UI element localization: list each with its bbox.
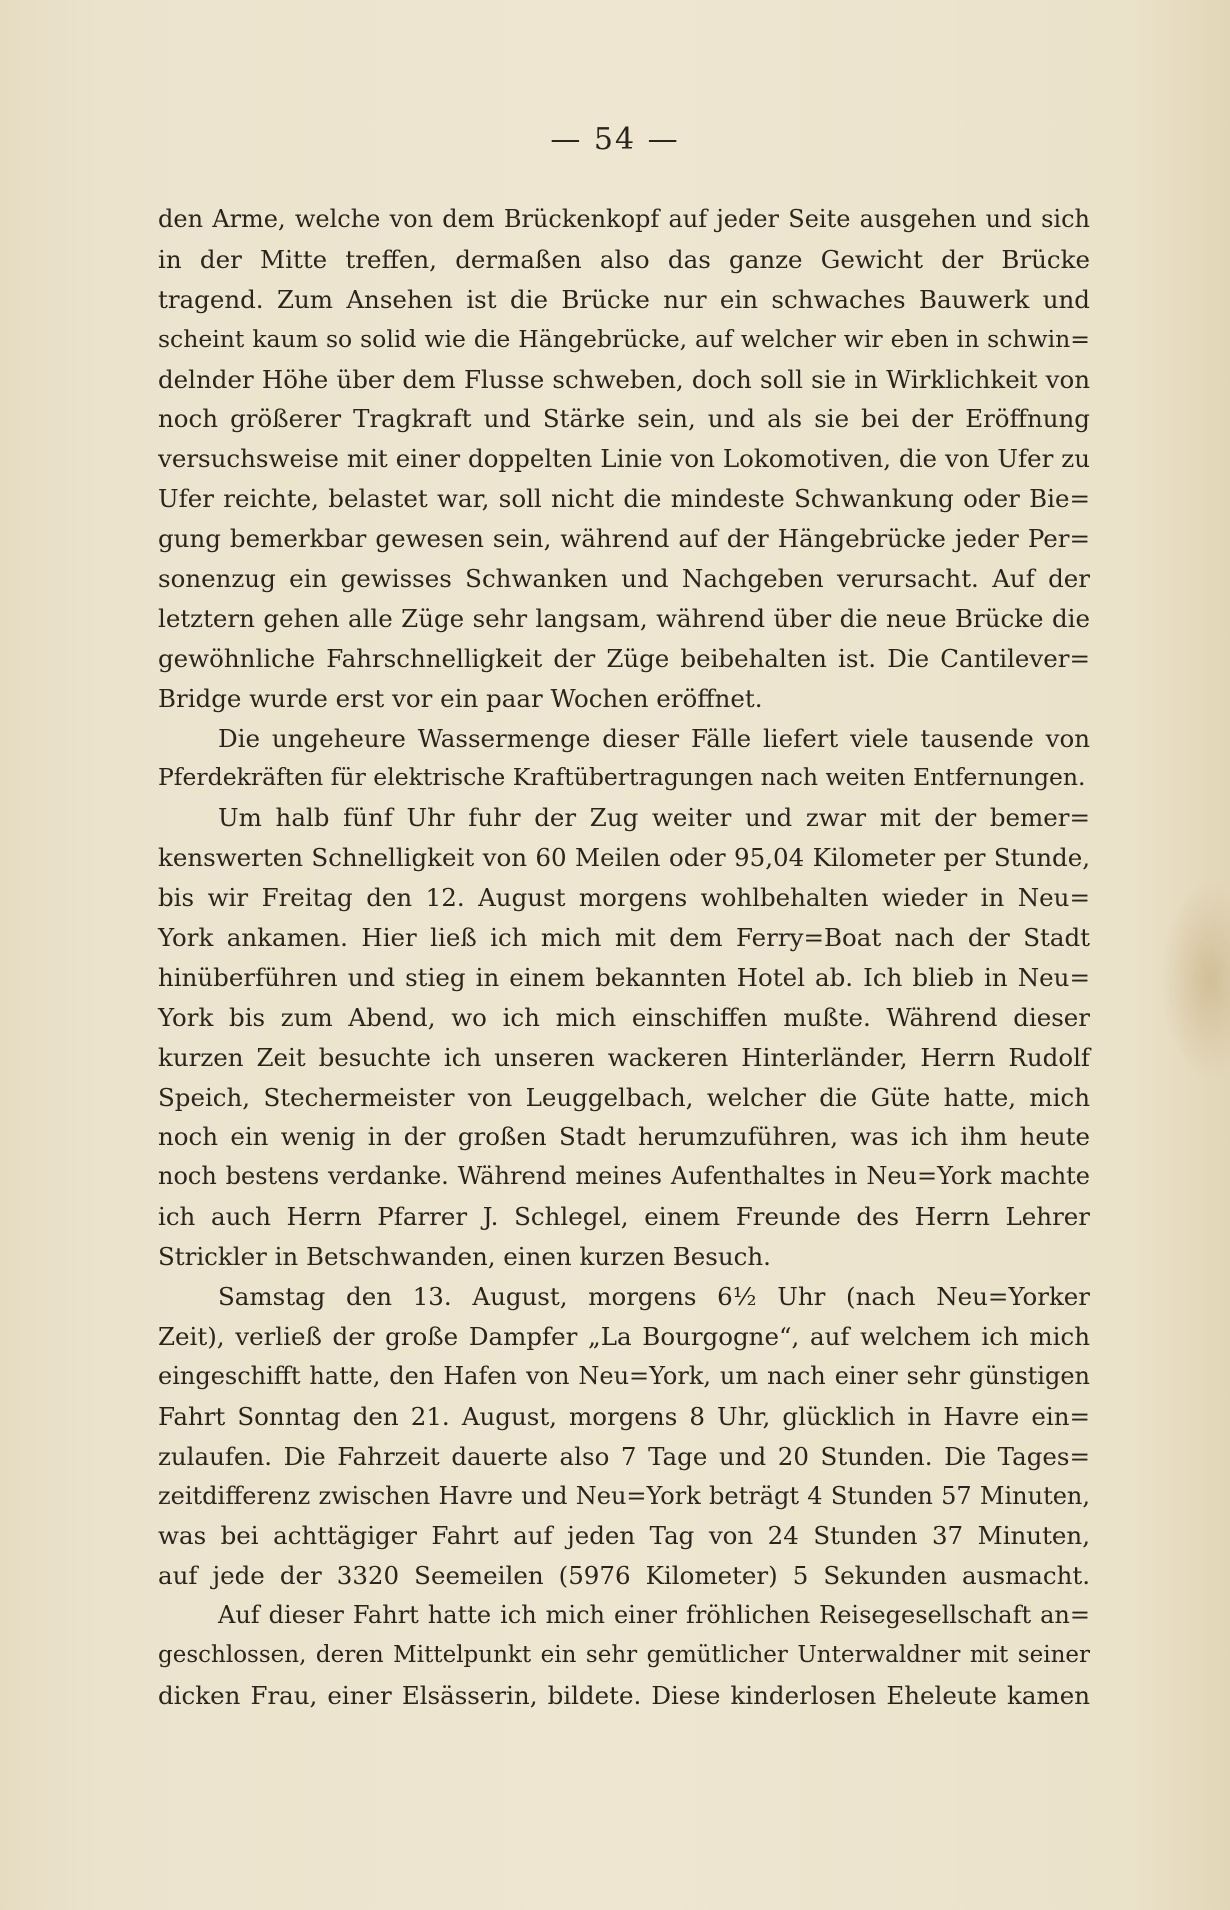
text-line: Die ungeheure Wassermenge dieser Fälle liefert viele tausende von bbox=[218, 723, 1090, 753]
text-line: Bridge wurde erst vor ein paar Wochen eröffnet. bbox=[158, 683, 763, 713]
text-line: Pferdekräften für elektrische Kraftübertragungen nach weiten Entfernungen. bbox=[158, 763, 1086, 792]
text-line: gewöhnliche Fahrschnelligkeit der Züge beibehalten ist. Die Cantilever= bbox=[158, 643, 1090, 673]
text-line: kurzen Zeit besuchte ich unseren wackeren Hinterländer, Herrn Rudolf bbox=[158, 1042, 1090, 1072]
text-line: ich auch Herrn Pfarrer J. Schlegel, einem Freunde des Herrn Lehrer bbox=[158, 1202, 1090, 1232]
text-line: Samstag den 13. August, morgens 6½ Uhr (nach Neu=Yorker bbox=[218, 1282, 1090, 1312]
text-line: hinüberführen und stieg in einem bekannten Hotel ab. Ich blieb in Neu= bbox=[158, 962, 1090, 992]
text-line: was bei achttägiger Fahrt auf jeden Tag von 24 Stunden 37 Minuten, bbox=[158, 1521, 1090, 1551]
text-line: scheint kaum so solid wie die Hängebrücke, auf welcher wir eben in schwin= bbox=[158, 324, 1090, 353]
text-line: auf jede der 3320 Seemeilen (5976 Kilometer) 5 Sekunden ausmacht. bbox=[158, 1561, 1090, 1591]
text-line: tragend. Zum Ansehen ist die Brücke nur ein schwaches Bauwerk und bbox=[158, 284, 1090, 314]
text-line: den Arme, welche von dem Brückenkopf auf jeder Seite ausgehen und sich bbox=[158, 205, 1090, 233]
text-line: Fahrt Sonntag den 21. August, morgens 8 Uhr, glücklich in Havre ein= bbox=[158, 1401, 1090, 1431]
text-line: Auf dieser Fahrt hatte ich mich einer fröhlichen Reisegesellschaft an= bbox=[218, 1601, 1090, 1630]
text-line: Zeit), verließ der große Dampfer „La Bourgogne“, auf welchem ich mich bbox=[158, 1321, 1090, 1351]
text-line: Strickler in Betschwanden, einen kurzen Besuch. bbox=[158, 1242, 771, 1272]
text-line: zeitdifferenz zwischen Havre und Neu=York beträgt 4 Stunden 57 Minuten, bbox=[158, 1481, 1090, 1510]
text-line: zulaufen. Die Fahrzeit dauerte also 7 Tage und 20 Stunden. Die Tages= bbox=[158, 1441, 1090, 1471]
text-line: noch ein wenig in der großen Stadt herumzuführen, was ich ihm heute bbox=[158, 1122, 1090, 1152]
text-line: sonenzug ein gewisses Schwanken und Nachgeben verursacht. Auf der bbox=[158, 564, 1090, 594]
text-line: kenswerten Schnelligkeit von 60 Meilen oder 95,04 Kilometer per Stunde, bbox=[158, 843, 1090, 873]
text-line: noch bestens verdanke. Während meines Aufenthaltes in Neu=York machte bbox=[158, 1162, 1090, 1191]
text-line: in der Mitte treffen, dermaßen also das ganze Gewicht der Brücke bbox=[158, 244, 1090, 274]
text-line: gung bemerkbar gewesen sein, während auf der Hängebrücke jeder Per= bbox=[158, 524, 1090, 554]
text-line: Um halb fünf Uhr fuhr der Zug weiter und zwar mit der bemer= bbox=[218, 803, 1090, 833]
text-line: Speich, Stechermeister von Leuggelbach, welcher die Güte hatte, mich bbox=[158, 1082, 1090, 1112]
text-line: bis wir Freitag den 12. August morgens wohlbehalten wieder in Neu= bbox=[158, 883, 1090, 913]
text-line: delnder Höhe über dem Flusse schweben, doch soll sie in Wirklichkeit von bbox=[158, 364, 1090, 394]
text-line: letztern gehen alle Züge sehr langsam, während über die neue Brücke die bbox=[158, 603, 1090, 633]
text-line: versuchsweise mit einer doppelten Linie von Lokomotiven, die von Ufer zu bbox=[158, 444, 1090, 474]
page-number: — 54 — bbox=[550, 122, 680, 157]
text-line: Ufer reichte, belastet war, soll nicht die mindeste Schwankung oder Bie= bbox=[158, 484, 1090, 514]
paper-stain bbox=[1160, 880, 1230, 1080]
text-line: York ankamen. Hier ließ ich mich mit dem Ferry=Boat nach der Stadt bbox=[158, 923, 1090, 953]
text-line: noch größerer Tragkraft und Stärke sein, und als sie bei der Eröffnung bbox=[158, 404, 1090, 434]
text-line: geschlossen, deren Mittelpunkt ein sehr gemütlicher Unterwaldner mit seiner bbox=[158, 1642, 1090, 1669]
text-line: dicken Frau, einer Elsässerin, bildete. Diese kinderlosen Eheleute kamen bbox=[158, 1680, 1090, 1710]
body-text bbox=[158, 200, 1090, 1716]
text-line: eingeschifft hatte, den Hafen von Neu=York, um nach einer sehr günstigen bbox=[158, 1361, 1090, 1390]
text-line: York bis zum Abend, wo ich mich einschiffen mußte. Während dieser bbox=[158, 1002, 1090, 1032]
